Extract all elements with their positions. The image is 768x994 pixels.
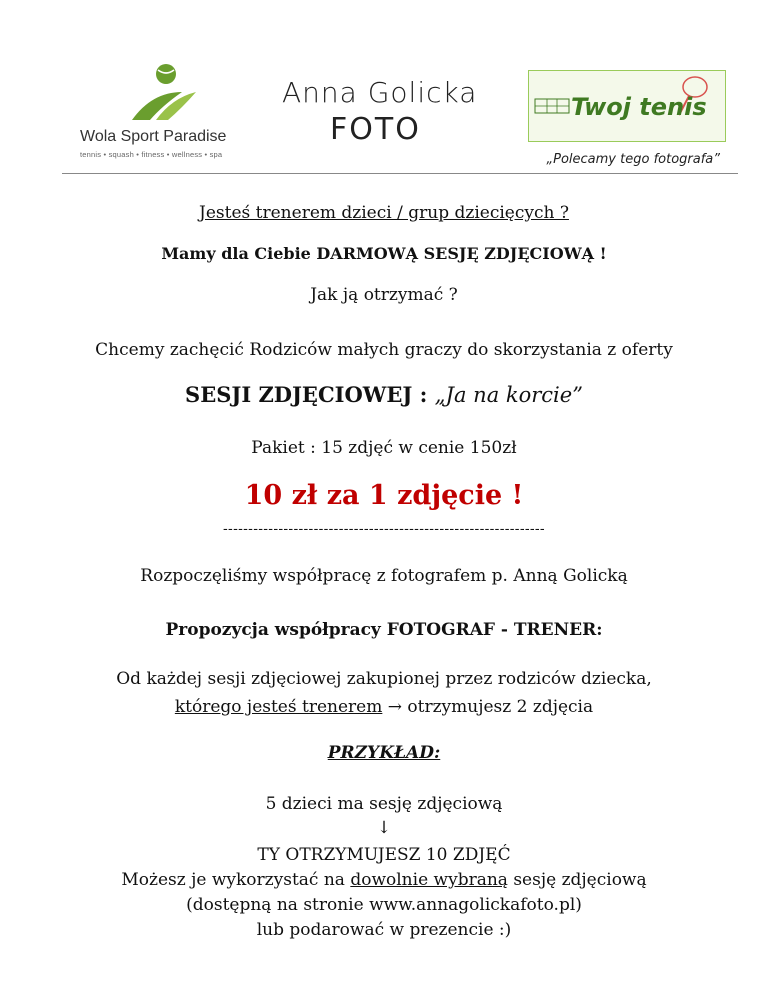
example-line-5: lub podarować w prezencie :) <box>256 920 512 940</box>
dashed-separator: ---------------------------------------------------------------- <box>223 521 545 537</box>
twoj-tenis-logo <box>528 70 726 142</box>
anna-logo-name: Anna Golicka <box>282 76 478 109</box>
price-highlight: 10 zł za 1 zdjęcie ! <box>244 480 524 511</box>
trainer-phrase: którego jesteś trenerem <box>174 697 383 717</box>
down-arrow-icon: ↓ <box>376 818 392 838</box>
example-title: PRZYKŁAD: <box>327 743 441 763</box>
anna-logo-foto: FOTO <box>330 112 421 147</box>
anna-golicka-foto-logo <box>282 76 487 156</box>
trainer-question: Jesteś trenerem dzieci / grup dziecięcych ? <box>199 203 569 223</box>
tagline: „Polecamy tego fotografa” <box>546 152 720 167</box>
any-chosen-text: dowolnie wybraną <box>350 870 508 890</box>
use-text: Możesz je wykorzystać na <box>121 870 351 890</box>
cooperation-line-2 <box>0 697 768 717</box>
tennis-leaf-icon <box>122 62 202 126</box>
session-text: sesję zdjęciową <box>507 870 647 890</box>
cooperation-line-1: Od każdej sesji zdjęciowej zakupionej przez rodziców dziecka, <box>116 669 652 689</box>
example-line-1: 5 dzieci ma sesję zdjęciową <box>265 794 503 814</box>
how-to-get: Jak ją otrzymać ? <box>310 285 458 305</box>
session-prefix: SESJI ZDJĘCIOWEJ : <box>185 382 435 407</box>
wola-logo-subtitle: tennis • squash • fitness • wellness • spa <box>80 150 223 159</box>
right-arrow-icon: → <box>382 697 408 717</box>
package-info: Pakiet : 15 zdjęć w cenie 150zł <box>251 438 517 458</box>
example-line-4: (dostępną na stronie www.annagolickafoto.pl) <box>186 895 582 915</box>
free-session-offer: Mamy dla Ciebie DARMOWĄ SESJĘ ZDJĘCIOWĄ ! <box>161 244 607 263</box>
twoj-tenis-text: Twoj tenis <box>571 93 707 121</box>
header-divider <box>62 173 738 174</box>
example-line-2: TY OTRZYMUJESZ 10 ZDJĘĆ <box>257 845 511 865</box>
receive-photos-text: otrzymujesz 2 zdjęcia <box>407 697 594 717</box>
example-line-3 <box>0 870 768 890</box>
wola-logo-title: Wola Sport Paradise <box>80 128 227 145</box>
wola-sport-paradise-logo <box>72 62 242 162</box>
cooperation-started: Rozpoczęliśmy współpracę z fotografem p. Anną Golicką <box>140 566 628 586</box>
session-heading <box>0 382 768 407</box>
encourage-parents: Chcemy zachęcić Rodziców małych graczy do skorzystania z oferty <box>95 340 673 360</box>
cooperation-title: Propozycja współpracy FOTOGRAF - TRENER: <box>165 620 603 640</box>
session-name: „Ja na korcie” <box>434 383 583 407</box>
